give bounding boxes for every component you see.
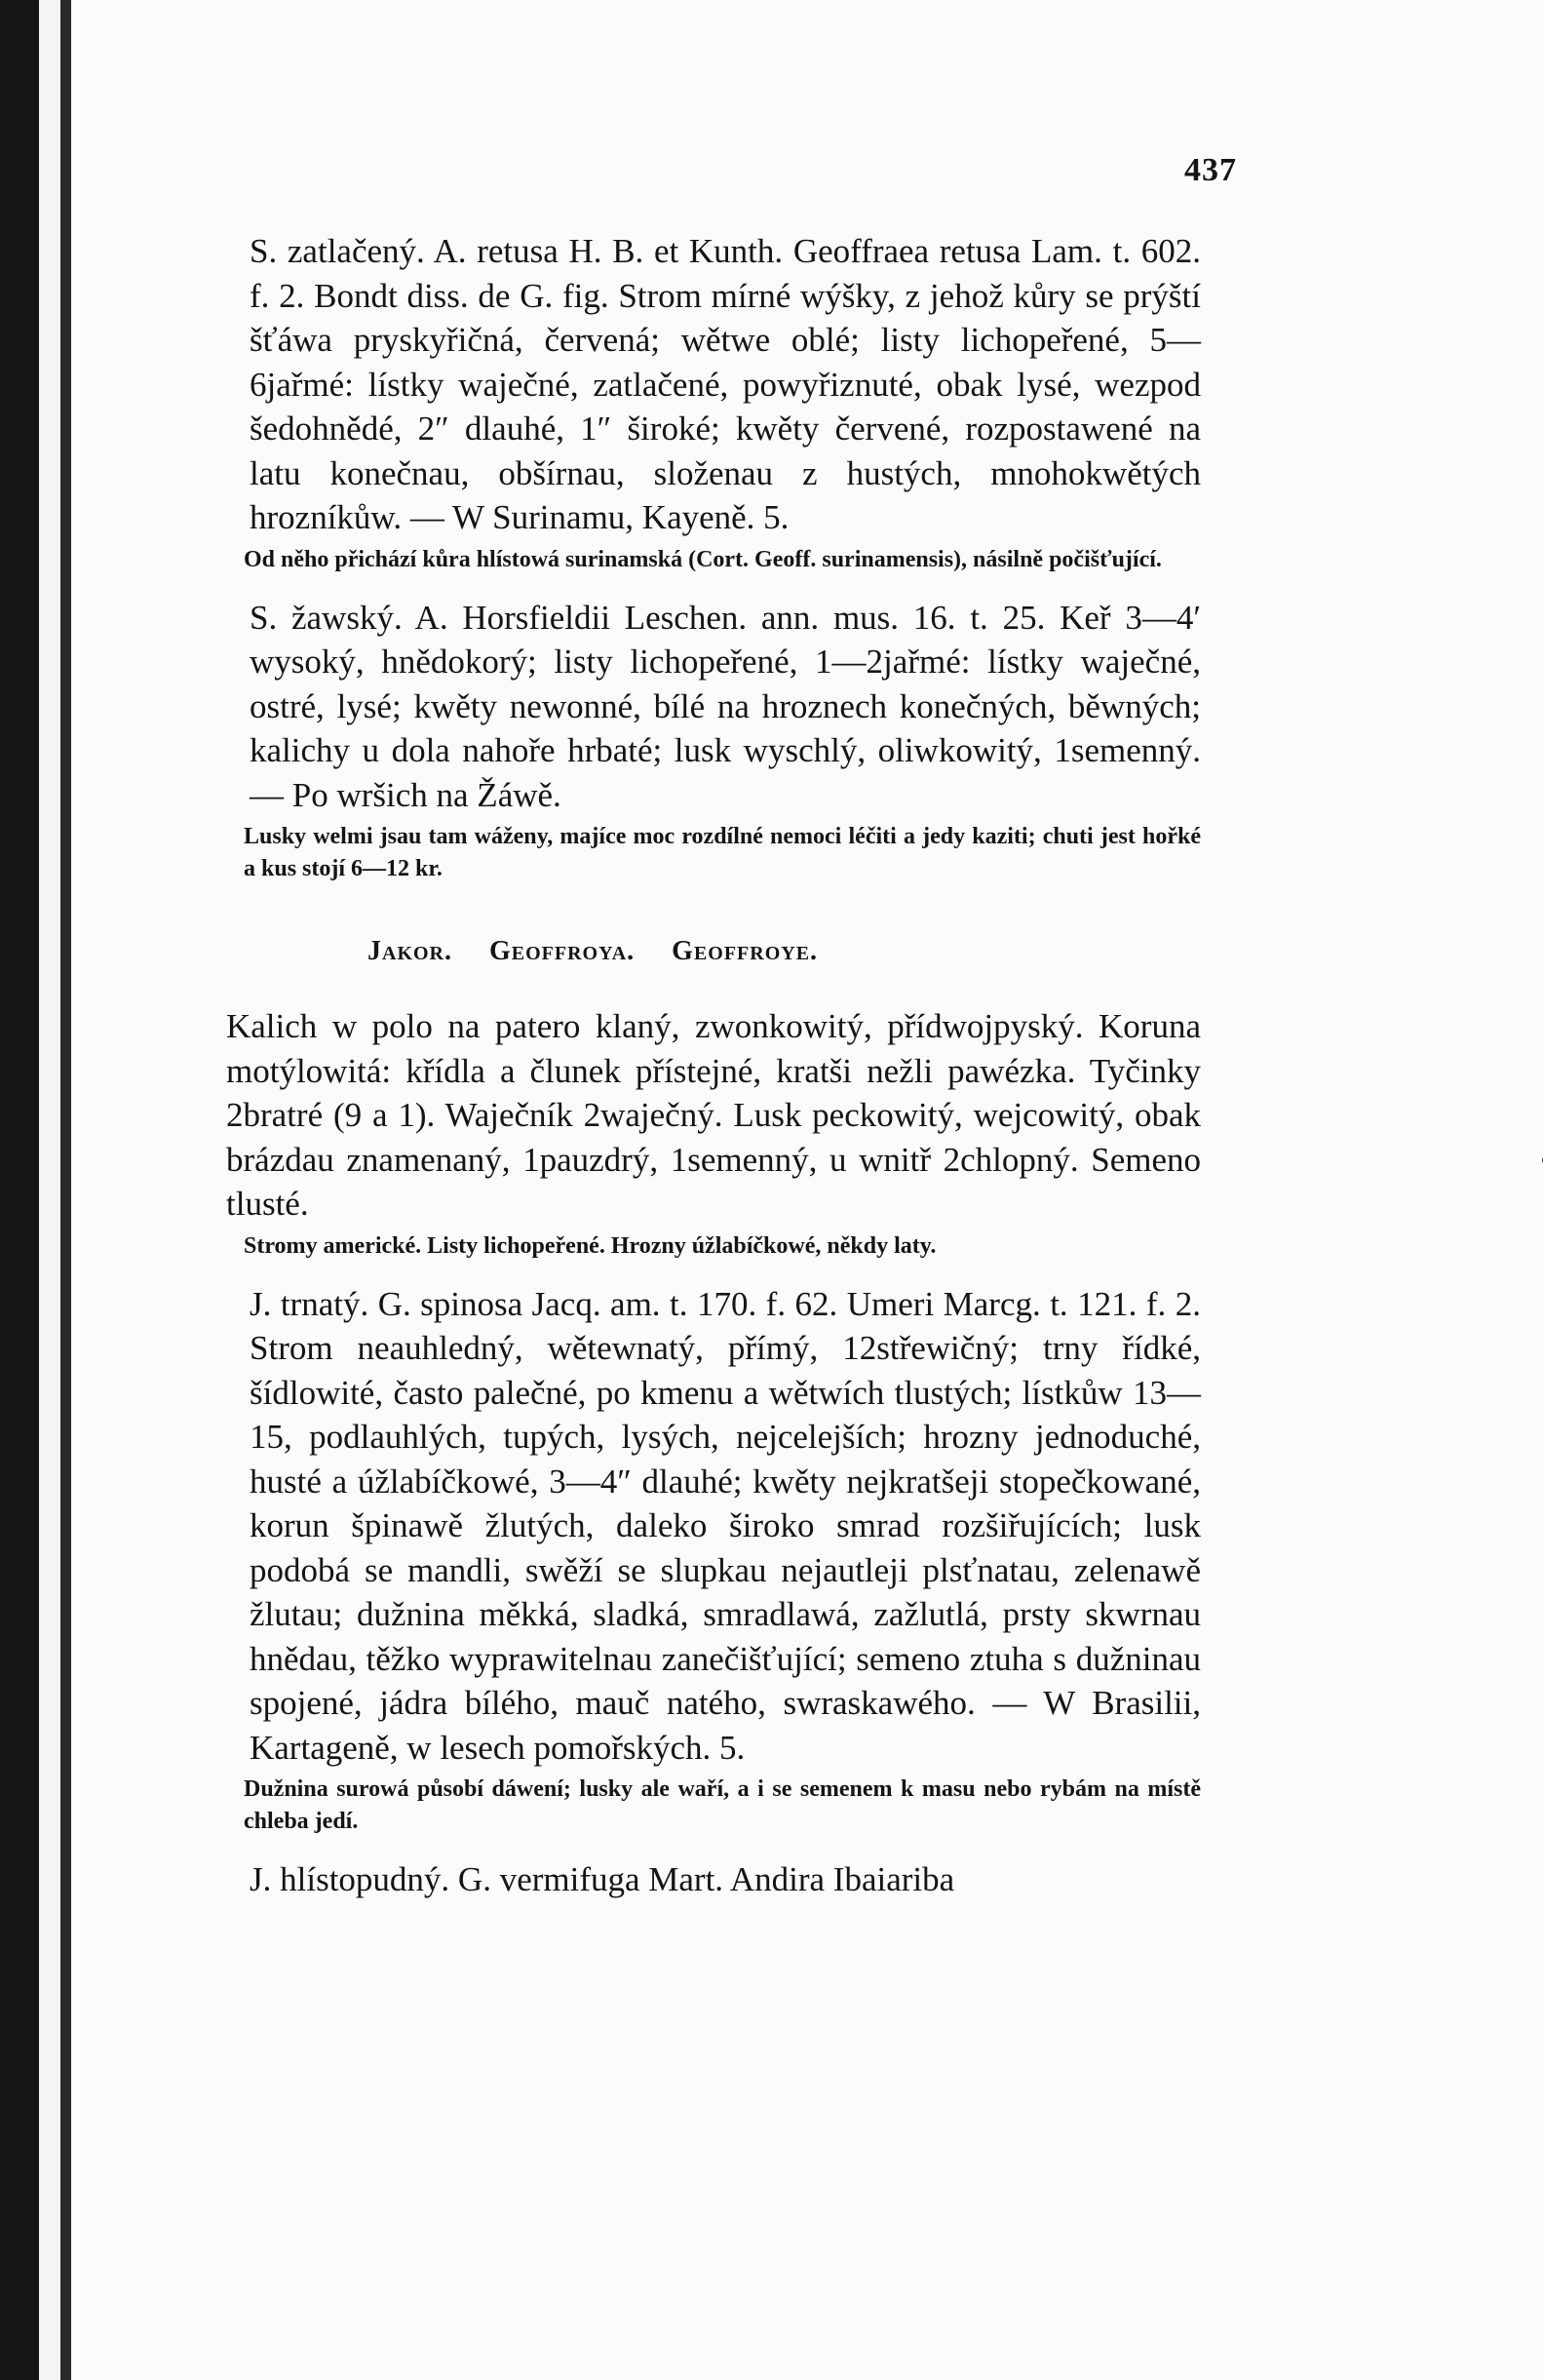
scan-border-dark	[0, 0, 39, 2380]
note-kura-hlistowa: Od něho přichází kůra hlístowá surinamská (Cort. Geoff. surinamensis), násilně počišťující.	[244, 546, 1162, 572]
entry-trnaty: J. trnatý. G. spinosa Jacq. am. t. 170. f. 62. Umeri Marcg. t. 121. f. 2. Strom neauhledný, wětewnatý, přímý, 12střewičný; trny řídké, šídlowité, často palečné, po kmenu a wětwích tlustých; lístkůw 13—15, podlauhlých, tupých, lysých, nejcelejších; hrozny jednoduché, husté a úžlabíčkowé, 3—4″ dlauhé; kwěty nejkratšeji stopečkowané, korun špinawě žlutých, daleko široko smrad rozšiřujících; lusk podobá se mandli, swěží se slupkau nejautleji plsťnatau, zelenawě žlutau; dužnina měkká, sladká, smradlawá, zažlutlá, prsty skwrnau hnědau, těžko wyprawitelnau zanečišťující; semeno ztuha s dužninau spojené, jádra bílého, mauč natého, swraskawého. — W Brasilii, Kartageně, w lesech pomořských. 5.	[250, 1284, 1201, 1767]
entry-hlistopudny: J. hlístopudný. G. vermifuga Mart. Andira Ibaiariba	[250, 1860, 955, 1898]
note-duznina: Dužnina surowá působí dáwení; lusky ale waří, a i se semenem k masu nebo rybám na místě chleba jedí.	[244, 1776, 1201, 1834]
genus-description: Kalich w polo na patero klaný, zwonkowitý, přídwojpyský. Koruna motýlowitá: křídla a člunek přístejné, kratši nežli pawézka. Tyčinky 2bratré (9 a 1). Waječník 2waječný. Lusk peckowitý, wejcowitý, obak brázdau znamenaný, 1pauzdrý, 1semenný, u wnitř 2chlopný. Semeno tlusté.	[226, 1007, 1201, 1223]
scan-border-rule	[60, 0, 71, 2380]
note-lusky: Lusky welmi jsau tam wáženy, majíce moc rozdílné nemoci léčiti a jedy kaziti; chuti jest hořké a kus stojí 6—12 kr.	[244, 824, 1201, 881]
page-text	[226, 229, 1201, 1902]
scan-border-gap	[39, 0, 60, 2380]
entry-zatlaceny: S. zatlačený. A. retusa H. B. et Kunth. Geoffraea retusa Lam. t. 602. f. 2. Bondt diss. de G. fig. Strom mírné wýšky, z jehož kůry se prýští šťáwa pryskyřičná, červená; wětwe oblé; listy lichopeřené, 5—6jařmé: lístky waječné, zatlačené, powyřiznuté, obak lysé, wezpod šedohnědé, 2″ dlauhé, 1″ široké; kwěty červené, rozpostawené na latu konečnau, obšírnau, složenau z hustých, mnohokwětých hrozníkůw. — W Surinamu, Kayeně. 5.	[250, 232, 1201, 536]
page-number: 437	[1184, 152, 1237, 188]
entry-zawsky: S. žawský. A. Horsfieldii Leschen. ann. mus. 16. t. 25. Keř 3—4′ wysoký, hnědokorý; listy lichopeřené, 1—2jařmé: lístky waječné, ostré, lysé; kwěty newonné, bílé na hroznech konečných, běwných; kalichy u dola nahoře hrbaté; lusk wyschlý, oliwkowitý, 1semenný. — Po wršich na Žáwě.	[250, 598, 1201, 814]
note-stromy: Stromy americké. Listy lichopeřené. Hrozny úžlabíčkowé, někdy laty.	[244, 1232, 937, 1259]
genus-heading: Jakor. Geoffroya. Geoffroye.	[367, 936, 819, 966]
